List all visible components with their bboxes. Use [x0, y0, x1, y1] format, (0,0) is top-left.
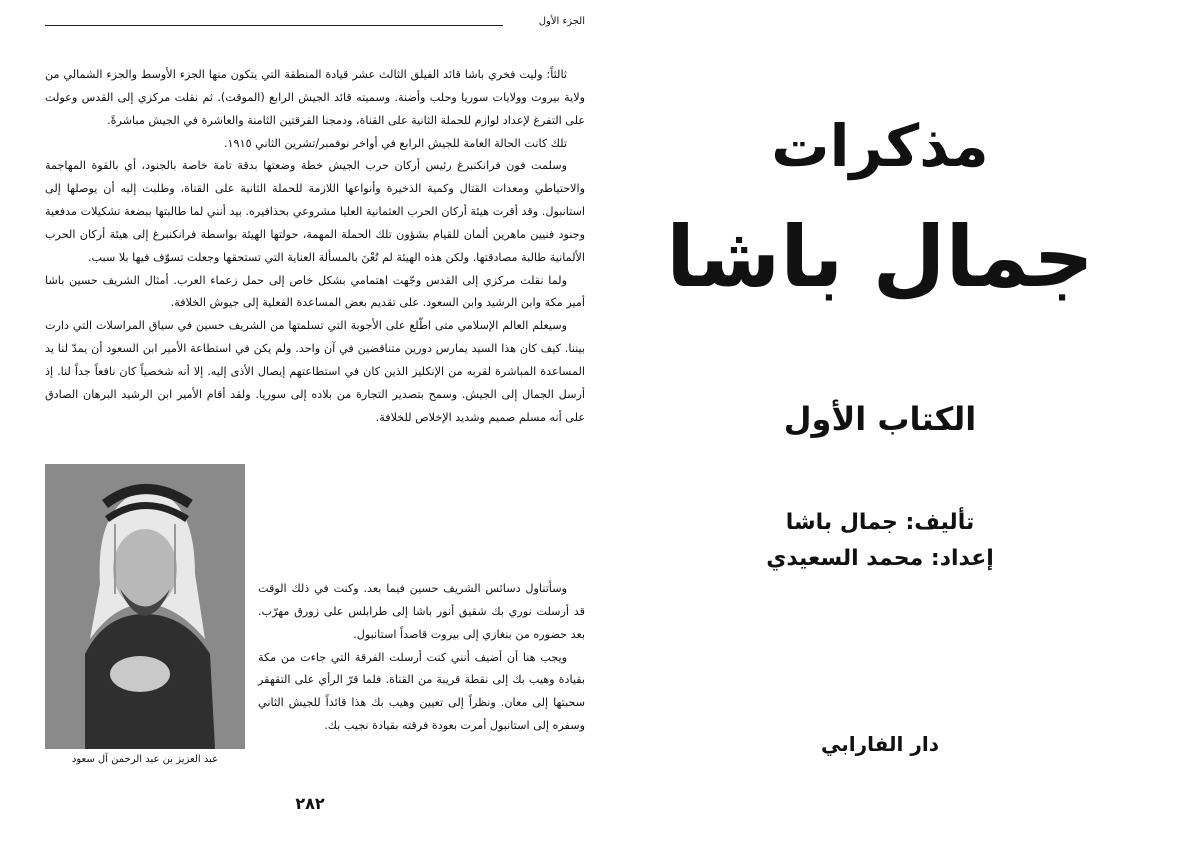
right-page [600, 0, 1200, 852]
paragraph: ثالثاً: وليت فخري باشا قائد الفيلق الثالث عشر قيادة المنطقة التي يتكون منها الجزء الأوسط والجزء الشمالي من ولاية بيروت وولايات سوريا وحلب وأضنة. وسميته قائد الجيش الرابع (الموقت). ثم نقلت مركزي إلى القدس وعولت على التفرغ لإعداد لوازم للحملة الثانية على القناة، ودمجنا الفرقتين الثامنة والعاشرة في الجيش مباشرةً. [45, 68, 585, 127]
publisher-name: دار الفارابي [821, 732, 939, 756]
paragraph: ولما نقلت مركزي إلى القدس وجّهت اهتمامي بشكل خاص إلى حمل زعماء العرب. أمثال الشريف حسين باشا أمير مكة وابن الرشيد وابن السعود. على تقديم بعض المساعدة الفعلية إلى جيوش الخلافة. [45, 273, 585, 310]
paragraph: وسيعلم العالم الإسلامي متى اطّلع على الأجوبة التي تسلمتها من الشريف حسين في سياق المراسلات التي دارت بيننا. كيف كان هذا السيد يمارس دورين متناقضين في آن واحد. ولم يكن في استطاعة الأمير ابن السعود أن يمدّ لنا يد المساعدة المباشرة لقربه من الإنكليز الذين كان في استطاعتهم إيصال الأذى إليه. إلا أنه شخصياً كان نافعاً جداً لنا. إذ أرسل الجمال إلى الجيش. وسمح بتصدير التجارة من بلاده إلى سوريا. ولقد أقام الأمير ابن الرشيد البرهان الصادق على أنه مسلم صميم وشديد الإخلاص للخلافة. [45, 319, 585, 424]
book-title-line1: مذكرات [771, 112, 989, 180]
body-text [45, 64, 585, 430]
editor-line: إعداد: محمد السعيدي [766, 546, 994, 571]
running-head-label: الجزء الأول [538, 16, 585, 27]
header-rule [45, 25, 503, 26]
photo-caption: عبد العزيز بن عبد الرحمن آل سعود [71, 754, 219, 765]
body-text-continued [258, 578, 585, 738]
paragraph: وسلمت فون فرانكنبرغ رئيس أركان حرب الجيش خطة وضعتها بدقة تامة خاصة بالجنود، أي بالقوة المهاجمة والاحتياطي ومعدات القتال وكمية الذخيرة وأنواعها اللازمة للحملة الثانية على القناة، وطلبت إليه أن يوصلها إلى استانبول. وقد أقرت هيئة أركان الحرب العثمانية العليا مشروعي بحذافيره. بيد أنني لما طالبتها ببضعة تشكيلات مدفعية وجنود فنيين ماهرين ألمان للقيام بشؤون تلك الحملة المهمة، حولتها الهيئة بواسطة فرانكنبرغ إلى هيئة أركان الحرب الألمانية طالبة مصادقتها. ولكن هذه الهيئة لم تُعْنَ بالمسألة العناية التي تستحقها وجعلت تسوّف فيها بلا سبب. [45, 159, 585, 264]
page-number: ٢٨٢ [295, 794, 325, 813]
running-head [45, 12, 585, 32]
portrait-photo [45, 464, 245, 749]
paragraph: وسأتناول دسائس الشريف حسين فيما بعد. وكنت في ذلك الوقت قد أرسلت نوري بك شقيق أنور باشا إلى طرابلس على زورق مهرّب. بعد حضوره من بنغازي إلى بيروت قاصداً استانبول. [258, 582, 585, 641]
portrait-illustration [45, 464, 245, 749]
book-title-line2: جمال باشا [666, 208, 1094, 306]
author-line: تأليف: جمال باشا [785, 510, 975, 535]
paragraph: تلك كانت الحالة العامة للجيش الرابع في أواخر نوفمبر/تشرين الثاني ١٩١٥. [223, 136, 567, 150]
volume-label: الكتاب الأول [783, 400, 977, 438]
paragraph: ويجب هنا أن أضيف أنني كنت أرسلت الفرقة التي جاءت من مكة بقيادة وهيب بك إلى نقطة قريبة من القناة. فلما قرّ الرأي على التقهقر سحبتها إلى معان. ونظراً إلى تعيين وهيب بك هذا قائداً للجيش الثاني وسفره إلى استانبول أمرت بعودة فرقته بقيادة نجيب بك. [258, 650, 585, 733]
credits [600, 505, 1160, 577]
